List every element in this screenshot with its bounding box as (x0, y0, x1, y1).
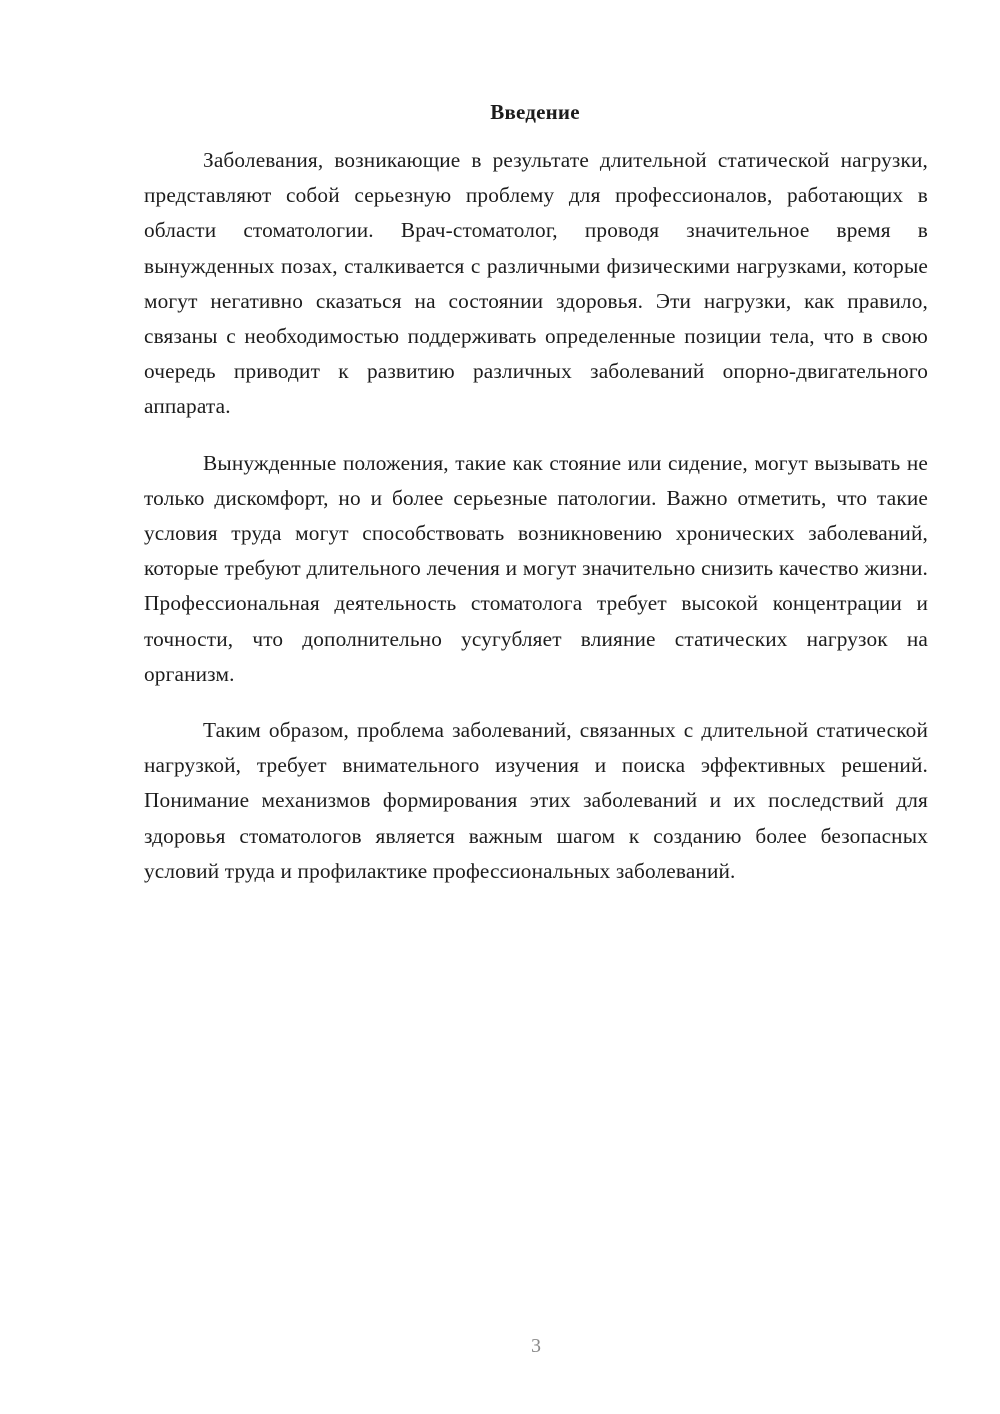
body-text (144, 143, 928, 910)
paragraph-3: Таким образом, проблема заболеваний, связанных с длительной статической нагрузкой, требует внимательного изучения и поиска эффективных решений. Понимание механизмов формирования этих заболеваний и их последствий для здоровья стоматологов является важным шагом к созданию более безопасных условий труда и профилактике профессиональных заболеваний. (144, 718, 928, 883)
paragraph-1: Заболевания, возникающие в результате длительной статической нагрузки, представляют собой серьезную проблему для профессионалов, работающих в области стоматологии. Врач-стоматолог, проводя значительное время в вынужденных позах, сталкивается с различными физическими нагрузками, которые могут негативно сказаться на состоянии здоровья. Эти нагрузки, как правило, связаны с необходимостью поддерживать определенные позиции тела, что в свою очередь приводит к развитию различных заболеваний опорно-двигательного аппарата. (144, 148, 928, 419)
page-number: 3 (531, 1335, 541, 1357)
section-heading: Введение (490, 100, 580, 124)
paragraph-2: Вынужденные положения, такие как стояние или сидение, могут вызывать не только дискомфорт, но и более серьезные патологии. Важно отметить, что такие условия труда могут способствовать возникновению хронических заболеваний, которые требуют длительного лечения и могут значительно снизить качество жизни. Профессиональная деятельность стоматолога требует высокой концентрации и точности, что дополнительно усугубляет влияние статических нагрузок на организм. (144, 450, 928, 686)
